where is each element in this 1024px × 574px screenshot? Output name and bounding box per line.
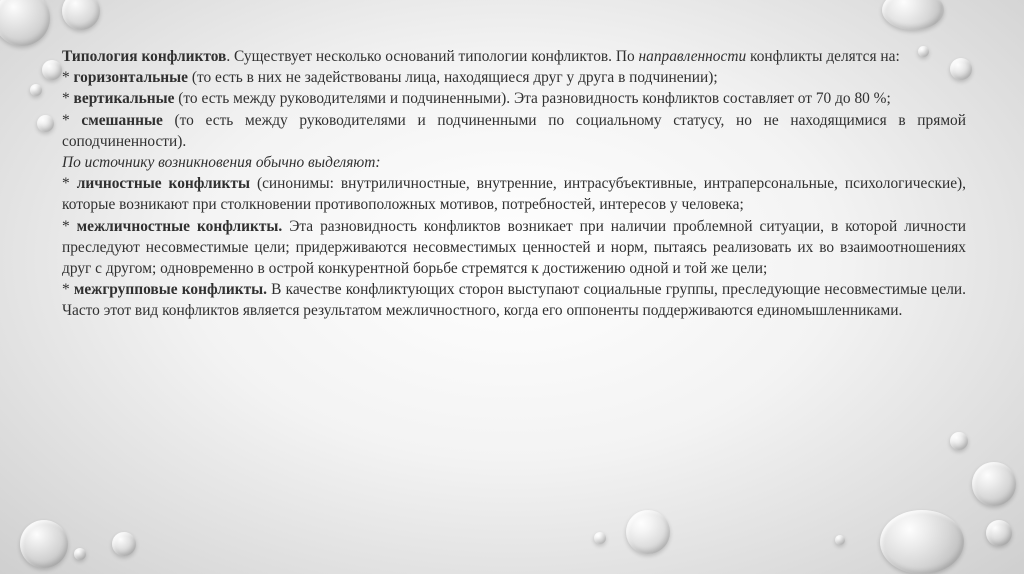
type-item-vertical	[62, 88, 966, 109]
water-drop-top-right-large	[882, 0, 944, 30]
bullet-marker: *	[62, 111, 82, 129]
source-text-personal: (синонимы: внутриличностные, внутренние, интрасубъективные, интраперсональные, психологические), которые возникают при столкновении противоположных мотивов, потребностей, интересов у человека;	[62, 175, 967, 214]
type-item-horizontal	[62, 67, 966, 88]
water-drop-bottom-left-tiny	[74, 548, 86, 560]
intro-term-2: направленности	[638, 48, 747, 65]
bullet-marker: *	[62, 217, 77, 235]
source-term-interpersonal: межличностные конфликты.	[76, 217, 283, 235]
intro-text-2: конфликты делятся на:	[746, 48, 900, 65]
water-drop-bottom-mid-large	[626, 510, 670, 554]
source-item-intergroup	[62, 279, 966, 321]
type-item-mixed	[62, 110, 966, 152]
source-text-intergroup: В качестве конфликтующих сторон выступают социальные группы, преследующие несовместимые цели. Часто этот вид конфликтов является результатом межличностного, когда его оппоненты поддерживаются единомышленниками.	[62, 281, 967, 320]
intro-paragraph	[62, 46, 966, 67]
water-drop-bottom-left-large	[20, 520, 68, 568]
source-term-personal: личностные конфликты	[76, 175, 250, 193]
water-drop-bottom-right-large	[880, 510, 964, 574]
item-text-horizontal: (то есть в них не задействованы лица, находящиеся друг у друга в подчинении);	[188, 69, 718, 87]
bullet-marker: *	[62, 281, 74, 299]
water-drop-bottom-left-medium	[112, 532, 136, 556]
source-item-interpersonal	[62, 216, 966, 280]
water-drop-bottom-right-small	[986, 520, 1012, 546]
bullet-marker: *	[62, 175, 77, 193]
item-text-mixed: (то есть между руководителями и подчиненными по социальному статусу, но не находящимися в прямой соподчиненности).	[62, 111, 966, 150]
water-drop-top-left-small	[42, 60, 62, 80]
water-drop-top-left-large	[0, 0, 50, 46]
intro-term: Типология конфликтов	[62, 48, 227, 65]
item-term-vertical: вертикальные	[73, 90, 175, 108]
water-drop-left-mid	[37, 115, 54, 132]
source-text-interpersonal: Эта разновидность конфликтов возникает при наличии проблемной ситуации, в которой личности преследуют несовместимые цели; придерживаются несовместимых ценностей и норм, пытаясь реализовать их во взаимоотношениях друг с другом; одновременно в острой конкурентной борьбе стремятся к достижению одной и той же цели;	[62, 217, 966, 278]
source-heading: По источнику возникновения обычно выделяют:	[62, 154, 381, 172]
bullet-marker: *	[62, 69, 74, 87]
water-drop-right-mid	[950, 432, 968, 450]
intro-text-1: . Существует несколько оснований типологии конфликтов. По	[226, 48, 639, 65]
source-item-personal	[62, 173, 966, 215]
item-term-mixed: смешанные	[81, 111, 163, 129]
slide-content	[62, 46, 966, 322]
item-term-horizontal: горизонтальные	[73, 69, 188, 87]
source-term-intergroup: межгрупповые конфликты.	[73, 281, 268, 299]
water-drop-bottom-mid-tiny	[835, 535, 845, 545]
water-drop-right-large	[972, 462, 1016, 506]
bullet-marker: *	[62, 90, 74, 108]
water-drop-bottom-mid-small	[594, 532, 606, 544]
water-drop-top-left-medium	[62, 0, 100, 30]
item-text-vertical: (то есть между руководителями и подчиненными). Эта разновидность конфликтов составляет от 70 до 80 %;	[174, 90, 891, 108]
water-drop-top-left-tiny	[30, 84, 42, 96]
